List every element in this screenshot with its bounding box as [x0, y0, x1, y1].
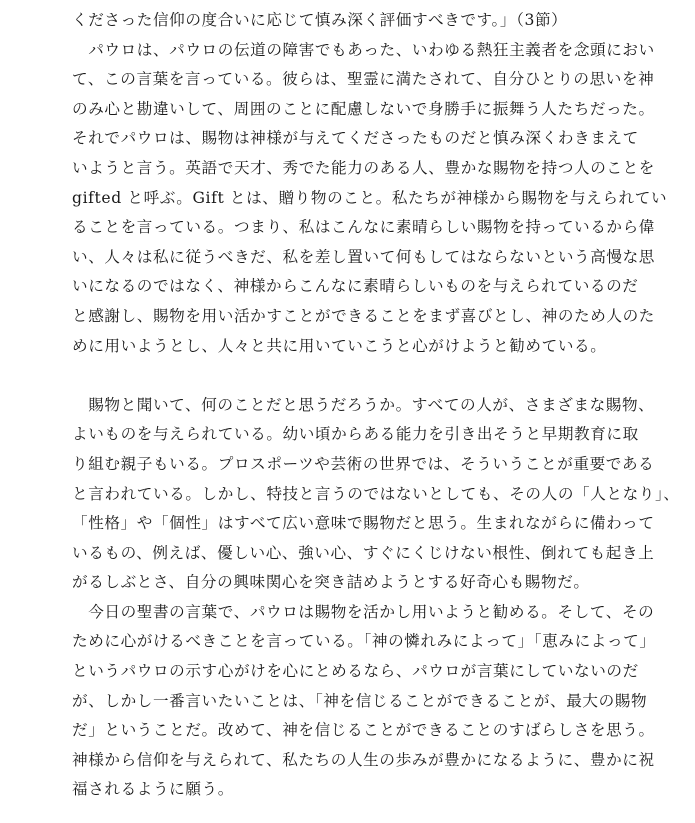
- text-line: gifted と呼ぶ。Gift とは、贈り物のこと。私たちが神様から賜物を与えられてい: [72, 188, 668, 207]
- text-line: 賜物と聞いて、何のことだと思うだろうか。すべての人が、さまざまな賜物、: [72, 395, 655, 414]
- text-line: いようと言う。英語で天才、秀でた能力のある人、豊かな賜物を持つ人のことを: [72, 158, 655, 177]
- text-line: り組む親子もいる。プロスポーツや芸術の世界では、そういうことが重要である: [72, 454, 655, 473]
- text-line: い、人々は私に従うべきだ、私を差し置いて何もしてはならないという高慢な思: [72, 247, 655, 266]
- text-line: それでパウロは、賜物は神様が与えてくださったものだと慎み深くわきまえて: [72, 129, 639, 148]
- text-line: と感謝し、賜物を用い活かすことができることをまず喜びとし、神のため人のた: [72, 306, 655, 325]
- paragraph-conclusion: [72, 598, 656, 805]
- paragraph-paul-zealots: [72, 36, 668, 362]
- text-line: 「性格」や「個性」はすべて広い意味で賜物だと思う。生まれながらに備わって: [72, 514, 655, 533]
- text-line: よいものを与えられている。幼い頃からある能力を引き出そうと早期教育に取: [72, 425, 639, 444]
- text-line: がるしぶとさ、自分の興味関心を突き詰めようとする好奇心も賜物だ。: [72, 573, 590, 592]
- text-line: ることを言っている。つまり、私はこんなに素晴らしい賜物を持っているから偉: [72, 218, 655, 237]
- text-line: いるもの、例えば、優しい心、強い心、すぐにくじけない根性、倒れても起き上: [72, 543, 655, 562]
- text-line: が、しかし一番言いたいことは、「神を信じることができることが、最大の賜物: [72, 691, 648, 710]
- text-line: 神様から信仰を与えられて、私たちの人生の歩みが豊かになるように、豊かに祝: [72, 750, 655, 769]
- text-line: て、この言葉を言っている。彼らは、聖霊に満たされて、自分ひとりの思いを神: [72, 70, 655, 89]
- paragraph-gap: [72, 361, 632, 391]
- text-line: めに用いようとし、人々と共に用いていこうと心がけようと勧めている。: [72, 336, 607, 355]
- text-line: パウロは、パウロの伝道の障害でもあった、いわゆる熱狂主義者を念頭におい: [72, 40, 655, 59]
- document-page: [72, 6, 680, 805]
- paragraph-gifts: [72, 391, 680, 598]
- text-line: ために心がけるべきことを言っている。「神の憐れみによって」「恵みによって」: [72, 632, 656, 651]
- text-line: 福されるように願う。: [72, 780, 234, 799]
- text-line: のみ心と勘違いして、周囲のことに配慮しないで身勝手に振舞う人たちだった。: [72, 99, 655, 118]
- text-line: いになるのではなく、神様からこんなに素晴らしいものを与えられているのだ: [72, 277, 639, 296]
- text-line: だ」ということだ。改めて、神を信じることができることのすばらしさを思う。: [72, 721, 655, 740]
- text-line: というパウロの示す心がけを心にとめるなら、パウロが言葉にしていないのだ: [72, 662, 639, 681]
- text-line: と言われている。しかし、特技と言うのではないとしても、その人の「人となり」、: [72, 484, 680, 503]
- paragraph-continuation: [72, 6, 632, 36]
- text-line: くださった信仰の度合いに応じて慎み深く評価すべきです。」（3節）: [72, 11, 568, 29]
- text-line: 今日の聖書の言葉で、パウロは賜物を活かし用いようと勧める。そして、その: [72, 602, 655, 621]
